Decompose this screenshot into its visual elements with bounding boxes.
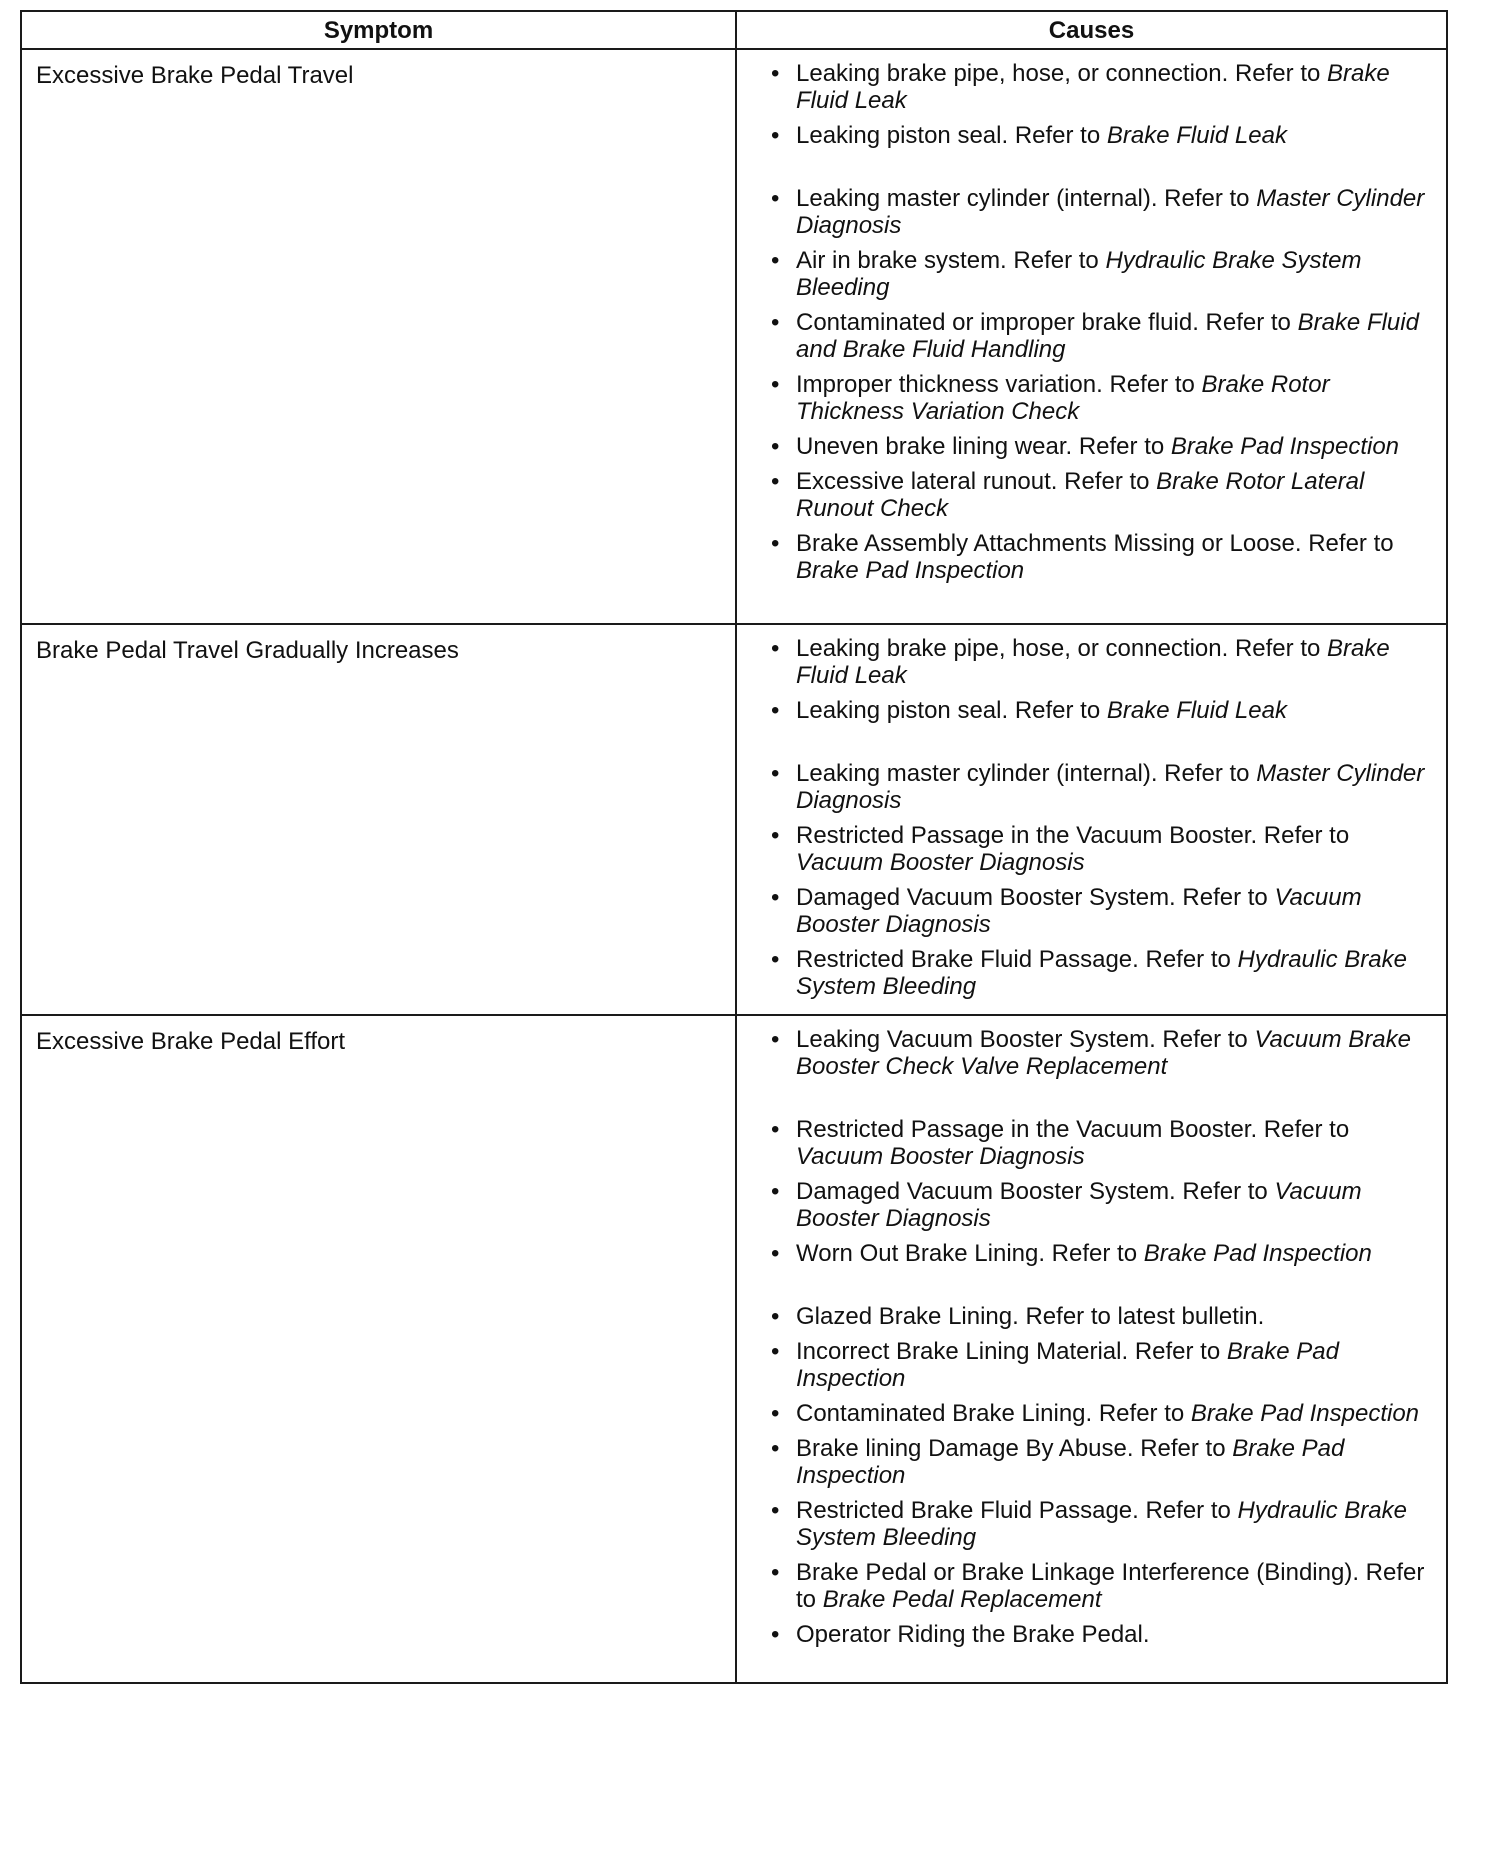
bullet-icon: • xyxy=(771,760,780,787)
cause-item xyxy=(771,635,1434,689)
symptom-column-header: Symptom xyxy=(21,11,736,49)
symptom-cell: Brake Pedal Travel Gradually Increases xyxy=(21,624,736,1015)
symptom-cell: Excessive Brake Pedal Effort xyxy=(21,1015,736,1683)
bullet-icon: • xyxy=(771,1338,780,1365)
cause-reference: Brake Pad Inspection xyxy=(1143,1240,1372,1267)
cause-item xyxy=(771,1559,1434,1613)
cause-reference: Vacuum Booster Diagnosis xyxy=(796,849,1085,876)
bullet-icon: • xyxy=(771,1400,780,1427)
cause-item xyxy=(771,433,1434,460)
bullet-icon: • xyxy=(771,1303,780,1330)
bullet-icon: • xyxy=(771,185,780,212)
cause-reference: Brake Rotor Thickness Variation Check xyxy=(796,371,1330,425)
cause-reference: Brake Pad Inspection xyxy=(1190,1400,1420,1427)
cause-item xyxy=(771,468,1434,522)
bullet-icon: • xyxy=(771,884,780,911)
cause-item xyxy=(771,1400,1434,1427)
cause-text: Contaminated Brake Lining. Refer to xyxy=(796,1400,1191,1427)
bullet-icon: • xyxy=(771,635,780,662)
causes-cell xyxy=(736,624,1447,1015)
cause-list xyxy=(771,635,1434,1000)
bullet-icon: • xyxy=(771,433,780,460)
cause-text: Damaged Vacuum Booster System. Refer to xyxy=(796,884,1275,911)
cause-text: Restricted Passage in the Vacuum Booster. Refer to xyxy=(796,1116,1350,1143)
causes-column-header: Causes xyxy=(736,11,1447,49)
cause-item xyxy=(771,1240,1434,1267)
cause-text: Restricted Brake Fluid Passage. Refer to xyxy=(796,1497,1238,1524)
cause-item xyxy=(771,371,1434,425)
cause-text: Brake Assembly Attachments Missing or Loose. Refer to xyxy=(796,530,1394,557)
cause-reference: Hydraulic Brake System Bleeding xyxy=(796,1497,1407,1551)
cause-reference: Brake Pad Inspection xyxy=(796,1338,1339,1392)
cause-text: Excessive lateral runout. Refer to xyxy=(796,468,1157,495)
cause-text: Leaking piston seal. Refer to xyxy=(796,697,1107,724)
bullet-icon: • xyxy=(771,468,780,495)
cause-reference: Brake Fluid and Brake Fluid Handling xyxy=(796,309,1419,363)
bullet-icon: • xyxy=(771,1497,780,1524)
bullet-icon: • xyxy=(771,1435,780,1462)
cause-reference: Master Cylinder Diagnosis xyxy=(796,760,1425,814)
cause-item xyxy=(771,60,1434,114)
cause-item xyxy=(771,1116,1434,1170)
cause-item xyxy=(771,946,1434,1000)
bullet-icon: • xyxy=(771,1240,780,1267)
bullet-icon: • xyxy=(771,122,780,149)
cause-item xyxy=(771,1621,1434,1648)
cause-text: Restricted Brake Fluid Passage. Refer to xyxy=(796,946,1238,973)
table-row xyxy=(21,1015,1447,1683)
cause-text: Restricted Passage in the Vacuum Booster. Refer to xyxy=(796,822,1350,849)
cause-item xyxy=(771,247,1434,301)
bullet-icon: • xyxy=(771,1559,780,1586)
causes-cell xyxy=(736,49,1447,624)
bullet-icon: • xyxy=(771,247,780,274)
cause-text: Damaged Vacuum Booster System. Refer to xyxy=(796,1178,1275,1205)
cause-item xyxy=(771,822,1434,876)
cause-item xyxy=(771,1303,1434,1330)
cause-text: Uneven brake lining wear. Refer to xyxy=(796,433,1171,460)
cause-reference: Brake Fluid Leak xyxy=(1106,697,1287,724)
cause-reference: Brake Rotor Lateral Runout Check xyxy=(796,468,1365,522)
bullet-icon: • xyxy=(771,60,780,87)
cause-reference: Master Cylinder Diagnosis xyxy=(796,185,1425,239)
cause-reference: Vacuum Booster Diagnosis xyxy=(796,1143,1085,1170)
cause-text: Improper thickness variation. Refer to xyxy=(796,371,1202,398)
bullet-icon: • xyxy=(771,1116,780,1143)
cause-reference: Brake Pad Inspection xyxy=(796,1435,1345,1489)
cause-item xyxy=(771,1497,1434,1551)
bullet-icon: • xyxy=(771,371,780,398)
cause-text: Glazed Brake Lining. Refer to latest bulletin. xyxy=(796,1303,1265,1330)
cause-item xyxy=(771,697,1434,724)
table-row xyxy=(21,624,1447,1015)
bullet-icon: • xyxy=(771,822,780,849)
cause-item xyxy=(771,760,1434,814)
cause-item xyxy=(771,1435,1434,1489)
cause-text: Leaking piston seal. Refer to xyxy=(796,122,1107,149)
cause-reference: Hydraulic Brake System Bleeding xyxy=(796,946,1407,1000)
cause-text: Contaminated or improper brake fluid. Refer to xyxy=(796,309,1298,336)
cause-reference: Brake Pad Inspection xyxy=(1170,433,1400,460)
cause-text: Incorrect Brake Lining Material. Refer to xyxy=(796,1338,1227,1365)
cause-reference: Brake Pad Inspection xyxy=(796,557,1025,584)
cause-item xyxy=(771,1178,1434,1232)
cause-item xyxy=(771,122,1434,149)
cause-reference: Vacuum Booster Diagnosis xyxy=(796,884,1362,938)
cause-text: Leaking brake pipe, hose, or connection. Refer to xyxy=(796,60,1327,87)
cause-text: Leaking master cylinder (internal). Refer to xyxy=(796,185,1257,212)
bullet-icon: • xyxy=(771,1178,780,1205)
bullet-icon: • xyxy=(771,946,780,973)
cause-text: Brake lining Damage By Abuse. Refer to xyxy=(796,1435,1233,1462)
cause-reference: Hydraulic Brake System Bleeding xyxy=(796,247,1362,301)
cause-reference: Brake Fluid Leak xyxy=(1106,122,1287,149)
causes-cell xyxy=(736,1015,1447,1683)
cause-text: Leaking Vacuum Booster System. Refer to xyxy=(796,1026,1255,1053)
cause-text: Air in brake system. Refer to xyxy=(796,247,1106,274)
symptom-cell: Excessive Brake Pedal Travel xyxy=(21,49,736,624)
table-row xyxy=(21,49,1447,624)
cause-item xyxy=(771,1338,1434,1392)
cause-reference: Brake Fluid Leak xyxy=(796,635,1390,689)
diagnostic-table xyxy=(20,10,1448,1684)
cause-text: Worn Out Brake Lining. Refer to xyxy=(796,1240,1144,1267)
cause-item xyxy=(771,185,1434,239)
cause-item xyxy=(771,1026,1434,1080)
cause-item xyxy=(771,530,1434,584)
cause-reference: Vacuum Brake Booster Check Valve Replacement xyxy=(796,1026,1411,1080)
cause-reference: Brake Pedal Replacement xyxy=(822,1586,1102,1613)
table-header-row xyxy=(21,11,1447,49)
cause-reference: Brake Fluid Leak xyxy=(796,60,1390,114)
cause-reference: Vacuum Booster Diagnosis xyxy=(796,1178,1362,1232)
cause-text: Brake Pedal or Brake Linkage Interference (Binding). Refer to xyxy=(796,1559,1425,1613)
bullet-icon: • xyxy=(771,1026,780,1053)
bullet-icon: • xyxy=(771,697,780,724)
bullet-icon: • xyxy=(771,309,780,336)
cause-text: Leaking brake pipe, hose, or connection. Refer to xyxy=(796,635,1327,662)
cause-list xyxy=(771,1026,1434,1648)
cause-item xyxy=(771,884,1434,938)
bullet-icon: • xyxy=(771,1621,780,1648)
bullet-icon: • xyxy=(771,530,780,557)
cause-list xyxy=(771,60,1434,584)
cause-text: Leaking master cylinder (internal). Refer to xyxy=(796,760,1257,787)
cause-text: Operator Riding the Brake Pedal. xyxy=(796,1621,1150,1648)
cause-item xyxy=(771,309,1434,363)
